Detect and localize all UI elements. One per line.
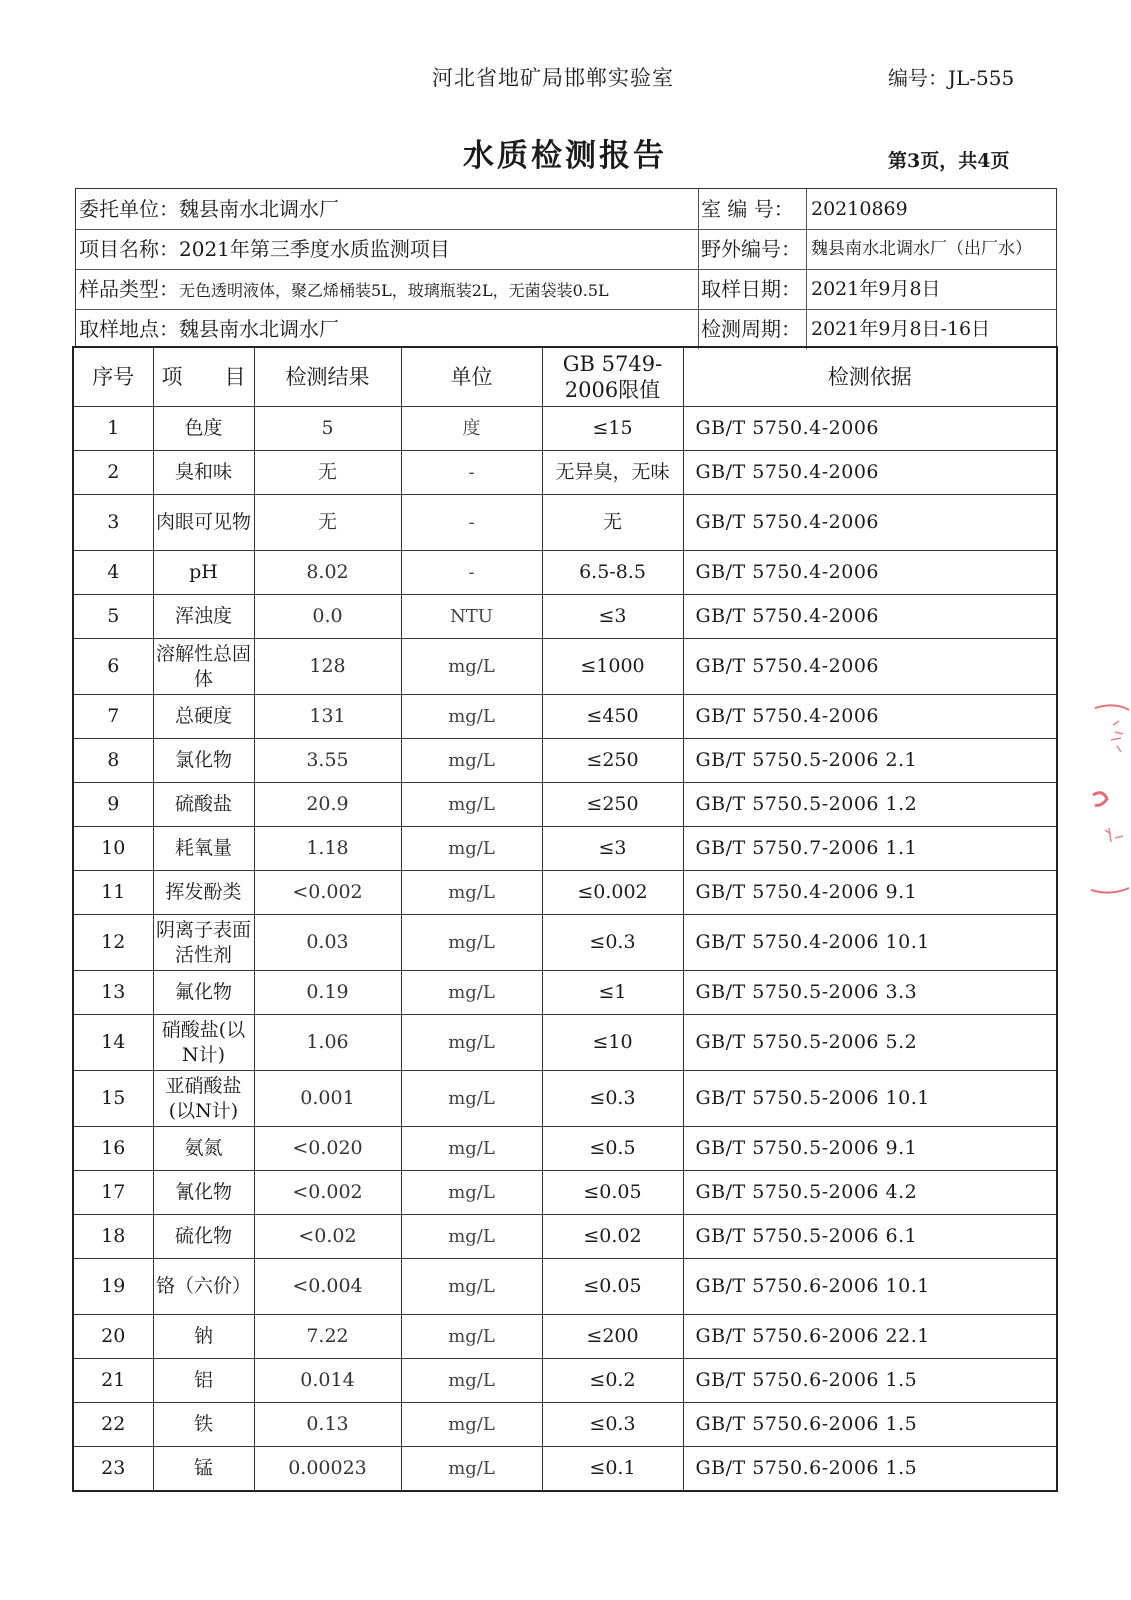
cell-result: 0.0 xyxy=(254,595,401,639)
cell-limit: ≤1 xyxy=(542,971,683,1015)
cell-unit: mg/L xyxy=(401,1259,542,1315)
table-row xyxy=(73,871,1057,915)
table-header-row xyxy=(73,347,1057,407)
cell-seq: 14 xyxy=(73,1015,153,1071)
cell-unit: mg/L xyxy=(401,827,542,871)
project-value: 2021年第三季度水质监测项目 xyxy=(179,237,450,261)
header-basis: 检测依据 xyxy=(683,347,1057,407)
cell-basis: GB/T 5750.6-2006 10.1 xyxy=(683,1259,1057,1315)
cell-unit: mg/L xyxy=(401,1315,542,1359)
cell-seq: 8 xyxy=(73,739,153,783)
cell-unit: mg/L xyxy=(401,1447,542,1491)
location-cell xyxy=(76,309,701,349)
location-label: 取样地点： xyxy=(79,317,179,341)
cell-limit: ≤0.002 xyxy=(542,871,683,915)
cell-result: 无 xyxy=(254,495,401,551)
cell-result: 128 xyxy=(254,639,401,695)
table-row xyxy=(73,639,1057,695)
cell-seq: 17 xyxy=(73,1171,153,1215)
cell-unit: mg/L xyxy=(401,1127,542,1171)
cell-limit: ≤0.2 xyxy=(542,1359,683,1403)
cell-result: 8.02 xyxy=(254,551,401,595)
cell-seq: 5 xyxy=(73,595,153,639)
cell-item: 氨氮 xyxy=(153,1127,254,1171)
cell-limit: ≤15 xyxy=(542,407,683,451)
header-seq: 序号 xyxy=(73,347,153,407)
cell-item: 色度 xyxy=(153,407,254,451)
organization-name: 河北省地矿局邯郸实验室 xyxy=(432,66,674,90)
table-row xyxy=(73,915,1057,971)
table-row xyxy=(73,1359,1057,1403)
cell-unit: mg/L xyxy=(401,783,542,827)
field-no-label: 野外编号： xyxy=(698,229,807,269)
header-unit: 单位 xyxy=(401,347,542,407)
sampling-date-value: 2021年9月8日 xyxy=(811,278,941,300)
cell-limit: 无 xyxy=(542,495,683,551)
cell-basis: GB/T 5750.5-2006 9.1 xyxy=(683,1127,1057,1171)
cell-item: 氰化物 xyxy=(153,1171,254,1215)
cell-item: 铬（六价） xyxy=(153,1259,254,1315)
cell-limit: ≤250 xyxy=(542,783,683,827)
cell-seq: 9 xyxy=(73,783,153,827)
cell-basis: GB/T 5750.5-2006 2.1 xyxy=(683,739,1057,783)
table-row xyxy=(73,695,1057,739)
cell-basis: GB/T 5750.4-2006 10.1 xyxy=(683,915,1057,971)
cell-unit: 度 xyxy=(401,407,542,451)
client-label: 委托单位： xyxy=(79,197,179,221)
cell-unit: mg/L xyxy=(401,639,542,695)
cell-item: 肉眼可见物 xyxy=(153,495,254,551)
cell-result: 1.06 xyxy=(254,1015,401,1071)
table-row xyxy=(73,1015,1057,1071)
cell-item: pH xyxy=(153,551,254,595)
cell-item: 硝酸盐(以N计) xyxy=(153,1015,254,1071)
cell-item: 氟化物 xyxy=(153,971,254,1015)
cell-seq: 15 xyxy=(73,1071,153,1127)
cell-unit: mg/L xyxy=(401,1171,542,1215)
cell-result: 7.22 xyxy=(254,1315,401,1359)
table-row xyxy=(73,451,1057,495)
cell-result: <0.004 xyxy=(254,1259,401,1315)
cell-limit: ≤3 xyxy=(542,595,683,639)
cell-item: 耗氧量 xyxy=(153,827,254,871)
cell-unit: mg/L xyxy=(401,1403,542,1447)
cell-result: <0.020 xyxy=(254,1127,401,1171)
cell-basis: GB/T 5750.4-2006 xyxy=(683,407,1057,451)
cell-result: <0.002 xyxy=(254,871,401,915)
cell-limit: ≤450 xyxy=(542,695,683,739)
table-row xyxy=(73,595,1057,639)
cell-limit: 无异臭，无味 xyxy=(542,451,683,495)
table-row xyxy=(73,739,1057,783)
cell-unit: mg/L xyxy=(401,971,542,1015)
red-seal-fragment xyxy=(1085,700,1131,900)
cell-basis: GB/T 5750.5-2006 10.1 xyxy=(683,1071,1057,1127)
cell-basis: GB/T 5750.6-2006 22.1 xyxy=(683,1315,1057,1359)
cell-limit: 6.5-8.5 xyxy=(542,551,683,595)
cell-basis: GB/T 5750.4-2006 xyxy=(683,551,1057,595)
cell-unit: mg/L xyxy=(401,695,542,739)
cell-result: 0.03 xyxy=(254,915,401,971)
table-row xyxy=(73,1071,1057,1127)
cell-seq: 3 xyxy=(73,495,153,551)
cell-seq: 23 xyxy=(73,1447,153,1491)
info-row-location xyxy=(76,309,1056,349)
cell-item: 臭和味 xyxy=(153,451,254,495)
cell-result: 0.014 xyxy=(254,1359,401,1403)
cell-limit: ≤3 xyxy=(542,827,683,871)
cell-seq: 10 xyxy=(73,827,153,871)
cell-result: 5 xyxy=(254,407,401,451)
cell-limit: ≤1000 xyxy=(542,639,683,695)
table-row xyxy=(73,1447,1057,1491)
cell-limit: ≤250 xyxy=(542,739,683,783)
sample-type-cell xyxy=(76,269,701,309)
cell-result: 20.9 xyxy=(254,783,401,827)
cell-limit: ≤0.05 xyxy=(542,1171,683,1215)
cell-limit: ≤0.05 xyxy=(542,1259,683,1315)
table-row xyxy=(73,827,1057,871)
cell-item: 亚硝酸盐(以N计) xyxy=(153,1071,254,1127)
cell-limit: ≤0.5 xyxy=(542,1127,683,1171)
info-row-client xyxy=(76,189,1056,230)
cell-item: 钠 xyxy=(153,1315,254,1359)
cell-limit: ≤10 xyxy=(542,1015,683,1071)
table-row xyxy=(73,1315,1057,1359)
cell-seq: 11 xyxy=(73,871,153,915)
location-value: 魏县南水北调水厂 xyxy=(179,317,339,341)
cell-unit: mg/L xyxy=(401,739,542,783)
cell-result: 0.19 xyxy=(254,971,401,1015)
cell-limit: ≤0.02 xyxy=(542,1215,683,1259)
cell-basis: GB/T 5750.4-2006 xyxy=(683,451,1057,495)
cell-result: 1.18 xyxy=(254,827,401,871)
cell-result: <0.02 xyxy=(254,1215,401,1259)
table-row xyxy=(73,1171,1057,1215)
cell-result: 3.55 xyxy=(254,739,401,783)
cell-unit: mg/L xyxy=(401,1015,542,1071)
cell-basis: GB/T 5750.7-2006 1.1 xyxy=(683,827,1057,871)
cell-unit: - xyxy=(401,451,542,495)
table-row xyxy=(73,1259,1057,1315)
cell-result: 131 xyxy=(254,695,401,739)
cell-unit: mg/L xyxy=(401,1215,542,1259)
cell-unit: - xyxy=(401,495,542,551)
cell-item: 铝 xyxy=(153,1359,254,1403)
cell-limit: ≤0.3 xyxy=(542,915,683,971)
cell-basis: GB/T 5750.5-2006 4.2 xyxy=(683,1171,1057,1215)
sampling-date-label: 取样日期： xyxy=(698,269,807,309)
cell-limit: ≤0.3 xyxy=(542,1071,683,1127)
table-row xyxy=(73,1127,1057,1171)
cell-result: 0.13 xyxy=(254,1403,401,1447)
cell-seq: 19 xyxy=(73,1259,153,1315)
cell-basis: GB/T 5750.4-2006 9.1 xyxy=(683,871,1057,915)
test-period-value: 2021年9月8日-16日 xyxy=(811,318,991,340)
cell-item: 铁 xyxy=(153,1403,254,1447)
cell-seq: 22 xyxy=(73,1403,153,1447)
cell-result: 无 xyxy=(254,451,401,495)
cell-seq: 16 xyxy=(73,1127,153,1171)
cell-item: 挥发酚类 xyxy=(153,871,254,915)
cell-unit: mg/L xyxy=(401,1071,542,1127)
report-code: 编号：JL-555 xyxy=(888,66,1015,90)
cell-basis: GB/T 5750.4-2006 xyxy=(683,639,1057,695)
cell-basis: GB/T 5750.5-2006 6.1 xyxy=(683,1215,1057,1259)
report-title: 水质检测报告 xyxy=(463,138,667,174)
cell-seq: 20 xyxy=(73,1315,153,1359)
cell-basis: GB/T 5750.4-2006 xyxy=(683,595,1057,639)
cell-unit: mg/L xyxy=(401,871,542,915)
cell-basis: GB/T 5750.4-2006 xyxy=(683,695,1057,739)
cell-seq: 13 xyxy=(73,971,153,1015)
info-block xyxy=(75,188,1057,348)
cell-result: 0.00023 xyxy=(254,1447,401,1491)
cell-basis: GB/T 5750.5-2006 1.2 xyxy=(683,783,1057,827)
sample-type-label: 样品类型： xyxy=(79,277,179,301)
cell-limit: ≤200 xyxy=(542,1315,683,1359)
cell-item: 总硬度 xyxy=(153,695,254,739)
info-row-sample-type xyxy=(76,269,1056,310)
table-row xyxy=(73,551,1057,595)
cell-unit: mg/L xyxy=(401,1359,542,1403)
cell-seq: 7 xyxy=(73,695,153,739)
room-no-value: 20210869 xyxy=(811,198,908,220)
client-value: 魏县南水北调水厂 xyxy=(179,197,339,221)
cell-item: 阴离子表面活性剂 xyxy=(153,915,254,971)
table-row xyxy=(73,1403,1057,1447)
cell-seq: 4 xyxy=(73,551,153,595)
project-cell xyxy=(76,229,701,269)
cell-basis: GB/T 5750.6-2006 1.5 xyxy=(683,1403,1057,1447)
sample-type-value: 无色透明液体，聚乙烯桶装5L，玻璃瓶装2L，无菌袋装0.5L xyxy=(179,281,609,300)
cell-limit: ≤0.1 xyxy=(542,1447,683,1491)
cell-basis: GB/T 5750.6-2006 1.5 xyxy=(683,1447,1057,1491)
test-period-label: 检测周期： xyxy=(698,309,807,349)
cell-item: 溶解性总固体 xyxy=(153,639,254,695)
field-no-value: 魏县南水北调水厂（出厂水） xyxy=(811,239,1032,259)
cell-unit: mg/L xyxy=(401,915,542,971)
cell-basis: GB/T 5750.6-2006 1.5 xyxy=(683,1359,1057,1403)
client-cell xyxy=(76,189,701,229)
table-row xyxy=(73,971,1057,1015)
table-row xyxy=(73,1215,1057,1259)
cell-seq: 2 xyxy=(73,451,153,495)
header-limit: GB 5749-2006限值 xyxy=(542,347,683,407)
cell-item: 硫酸盐 xyxy=(153,783,254,827)
cell-item: 浑浊度 xyxy=(153,595,254,639)
cell-item: 硫化物 xyxy=(153,1215,254,1259)
table-row xyxy=(73,783,1057,827)
page-indicator: 第3页，共4页 xyxy=(888,150,1010,172)
cell-limit: ≤0.3 xyxy=(542,1403,683,1447)
cell-item: 氯化物 xyxy=(153,739,254,783)
results-table xyxy=(72,346,1058,1492)
cell-seq: 21 xyxy=(73,1359,153,1403)
project-label: 项目名称： xyxy=(79,237,179,261)
cell-basis: GB/T 5750.5-2006 3.3 xyxy=(683,971,1057,1015)
cell-seq: 18 xyxy=(73,1215,153,1259)
cell-seq: 6 xyxy=(73,639,153,695)
cell-result: 0.001 xyxy=(254,1071,401,1127)
cell-basis: GB/T 5750.4-2006 xyxy=(683,495,1057,551)
room-no-label: 室 编 号： xyxy=(698,189,807,229)
cell-basis: GB/T 5750.5-2006 5.2 xyxy=(683,1015,1057,1071)
header-item: 项 目 xyxy=(153,347,254,407)
cell-item: 锰 xyxy=(153,1447,254,1491)
cell-unit: - xyxy=(401,551,542,595)
cell-unit: NTU xyxy=(401,595,542,639)
header-result: 检测结果 xyxy=(254,347,401,407)
table-row xyxy=(73,407,1057,451)
table-row xyxy=(73,495,1057,551)
cell-seq: 12 xyxy=(73,915,153,971)
cell-result: <0.002 xyxy=(254,1171,401,1215)
info-row-project xyxy=(76,229,1056,270)
cell-seq: 1 xyxy=(73,407,153,451)
